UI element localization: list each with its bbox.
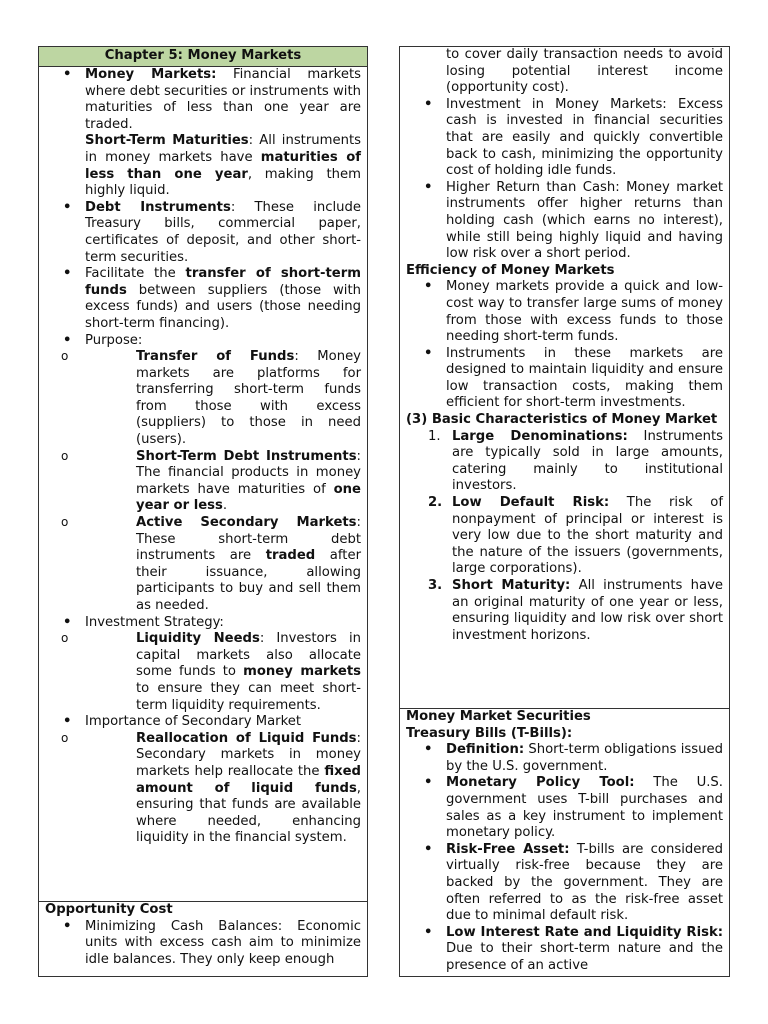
short-term-label: Short-Term Maturities bbox=[85, 133, 249, 149]
money-markets-text: Financial markets where debt securities or instruments with maturities of less than one year are traded. bbox=[85, 67, 361, 132]
c1-label: Large Denominations: bbox=[452, 428, 628, 444]
sublist-item-transfer bbox=[39, 349, 361, 449]
securities-heading: Money Market Securities bbox=[406, 709, 591, 724]
list-item-definition bbox=[400, 742, 729, 775]
transfer-text: : Money markets are platforms for transferring short-term funds from those with excess (suppliers) to those in need (users). bbox=[136, 349, 361, 448]
list-item-importance bbox=[39, 714, 367, 847]
transfer-label: Transfer of Funds bbox=[136, 349, 295, 365]
liq-text: : Investors in capital markets also allocate some funds to bbox=[136, 631, 361, 680]
liq-label: Liquidity Needs bbox=[136, 631, 260, 647]
asm-text: : These short-term debt instruments are bbox=[136, 515, 361, 564]
efficiency-list bbox=[400, 279, 729, 412]
asm-label: Active Secondary Markets bbox=[136, 515, 357, 531]
mpt-label: Monetary Policy Tool: bbox=[446, 775, 635, 791]
chapter-list bbox=[39, 67, 367, 847]
strategy-label: Investment Strategy: bbox=[85, 614, 224, 630]
right-column bbox=[399, 46, 730, 977]
c3-text: All instruments have an original maturity of one year or less, ensuring liquidity and low risk over short investment horizons. bbox=[452, 578, 723, 643]
debt-text: : These include Treasury bills, commercial paper, certificates of deposit, and other short-term securities. bbox=[85, 199, 361, 265]
mpt-text: The U.S. government uses T-bill purchases and sales as a key instrument to implement monetary policy. bbox=[446, 775, 723, 841]
opportunity-continued-list bbox=[400, 97, 729, 263]
short-term-maturities bbox=[85, 133, 361, 199]
lir-label: Low Interest Rate and Liquidity Risk: bbox=[446, 924, 723, 940]
asm-bold: traded bbox=[265, 548, 316, 564]
list-item-money-markets bbox=[39, 67, 367, 200]
left-column bbox=[38, 46, 368, 977]
item-number: 3. bbox=[428, 578, 443, 593]
realloc-label: Reallocation of Liquid Funds bbox=[136, 730, 357, 746]
opportunity-section bbox=[39, 902, 367, 968]
right-top-section bbox=[400, 47, 729, 709]
money-markets-label: Money Markets: bbox=[85, 67, 217, 82]
chapter-section bbox=[39, 67, 367, 902]
sublist-item-debt bbox=[39, 449, 361, 515]
purpose-sublist bbox=[39, 349, 361, 615]
sublist-item-liquidity bbox=[39, 631, 361, 714]
rf-text: T-bills are considered virtually risk-free because they are backed by the government. They are often referred to as the risk-free asset due to minimal default risk. bbox=[446, 841, 723, 924]
list-item-strategy bbox=[39, 615, 367, 715]
list-item-facilitate bbox=[39, 266, 367, 332]
debt-label: Debt Instruments bbox=[85, 199, 231, 215]
list-item-debt-instruments bbox=[39, 200, 367, 266]
list-item-purpose bbox=[39, 333, 367, 615]
realloc-text: : Secondary markets in money markets help reallocate the bbox=[136, 730, 361, 779]
short-term-bold: maturities of less than one year bbox=[85, 149, 361, 182]
c2-text: The risk of nonpayment of principal or interest is very low due to the short maturity and the nature of the issuers (governments, large corporations). bbox=[452, 495, 723, 577]
facilitate-text-end: between suppliers (those with excess funds) and users (those needing short-term financing). bbox=[85, 282, 361, 331]
lir-text: Due to their short-term nature and the presence of an active bbox=[446, 941, 723, 973]
continued-text: to cover daily transaction needs to avoid losing potential interest income (opportunity cost). bbox=[446, 47, 723, 96]
std-bold: one year or less bbox=[136, 481, 361, 514]
c2-label: Low Default Risk: bbox=[452, 495, 610, 511]
def-label: Definition: bbox=[446, 742, 525, 758]
list-item-efficiency-1: • Money markets provide a quick and low-cost way to transfer large sums of money from those with excess funds to those needing short-term funds. bbox=[400, 279, 729, 345]
c1-text: Instruments are typically sold in large amounts, catering mainly to institutional investors. bbox=[452, 428, 723, 494]
def-text: Short-term obligations issued by the U.S. government. bbox=[446, 742, 723, 774]
asm-text-end: after their issuance, allowing participants to buy and sell them as needed. bbox=[136, 548, 361, 613]
short-term-text-end: , making them highly liquid. bbox=[85, 166, 361, 199]
purpose-label: Purpose: bbox=[85, 332, 143, 348]
list-item-large-denominations bbox=[400, 429, 729, 495]
short-term-text: : All instruments in money markets have bbox=[85, 133, 361, 165]
importance-label: Importance of Secondary Market bbox=[85, 714, 302, 730]
list-item-monetary-policy bbox=[400, 775, 729, 841]
list-item-risk-free bbox=[400, 842, 729, 925]
tbills-list bbox=[400, 742, 729, 974]
c3-label: Short Maturity: bbox=[452, 578, 571, 593]
tbills-heading: Treasury Bills (T-Bills): bbox=[406, 725, 573, 741]
rf-label: Risk-Free Asset: bbox=[446, 841, 570, 857]
efficiency-heading: Efficiency of Money Markets bbox=[406, 262, 615, 278]
list-item-invest: • Investment in Money Markets: Excess cash is invested in financial securities that are easily and quickly convertible back to cash, minimizing the opportunity cost of holding idle funds. bbox=[400, 97, 729, 180]
list-item-efficiency-2: • Instruments in these markets are designed to maintain liquidity and ensure low transaction costs, making them efficient for short-term investments. bbox=[400, 346, 729, 412]
list-item-low-interest bbox=[400, 925, 729, 975]
list-item-minimizing: • Minimizing Cash Balances: Economic units with excess cash aim to minimize idle balances. They only keep enough bbox=[39, 919, 367, 969]
importance-sublist bbox=[39, 731, 361, 847]
liq-text-end: to ensure they can meet short-term liquidity requirements. bbox=[136, 680, 361, 713]
std-text-end: . bbox=[222, 498, 228, 514]
list-item-low-default bbox=[400, 495, 729, 578]
list-item-short-maturity bbox=[400, 578, 729, 644]
sublist-item-secondary bbox=[39, 515, 361, 615]
strategy-sublist bbox=[39, 631, 361, 714]
std-label: Short-Term Debt Instruments bbox=[136, 448, 357, 464]
characteristics-list bbox=[400, 429, 729, 645]
sublist-item-realloc bbox=[39, 731, 361, 847]
realloc-bold: fixed amount of liquid funds bbox=[136, 763, 361, 796]
item-number: 1. bbox=[428, 428, 441, 444]
facilitate-bold: transfer of short-term funds bbox=[85, 266, 362, 298]
chapter-title: Chapter 5: Money Markets bbox=[39, 47, 367, 67]
characteristics-heading: (3) Basic Characteristics of Money Market bbox=[406, 412, 718, 428]
opportunity-heading: Opportunity Cost bbox=[45, 902, 173, 917]
opportunity-list bbox=[39, 919, 367, 969]
securities-section bbox=[400, 709, 729, 975]
liq-bold: money markets bbox=[243, 664, 361, 680]
facilitate-text: Facilitate the bbox=[85, 266, 186, 282]
std-text: : The financial products in money markets have maturities of bbox=[136, 448, 361, 497]
realloc-text-end: , ensuring that funds are available where needed, enhancing liquidity in the financial system. bbox=[136, 780, 361, 846]
list-item-higher-return: • Higher Return than Cash: Money market instruments offer higher returns than holding cash (which earns no interest), while still being highly liquid and having low risk over a short period. bbox=[400, 180, 729, 263]
item-number: 2. bbox=[428, 495, 443, 511]
